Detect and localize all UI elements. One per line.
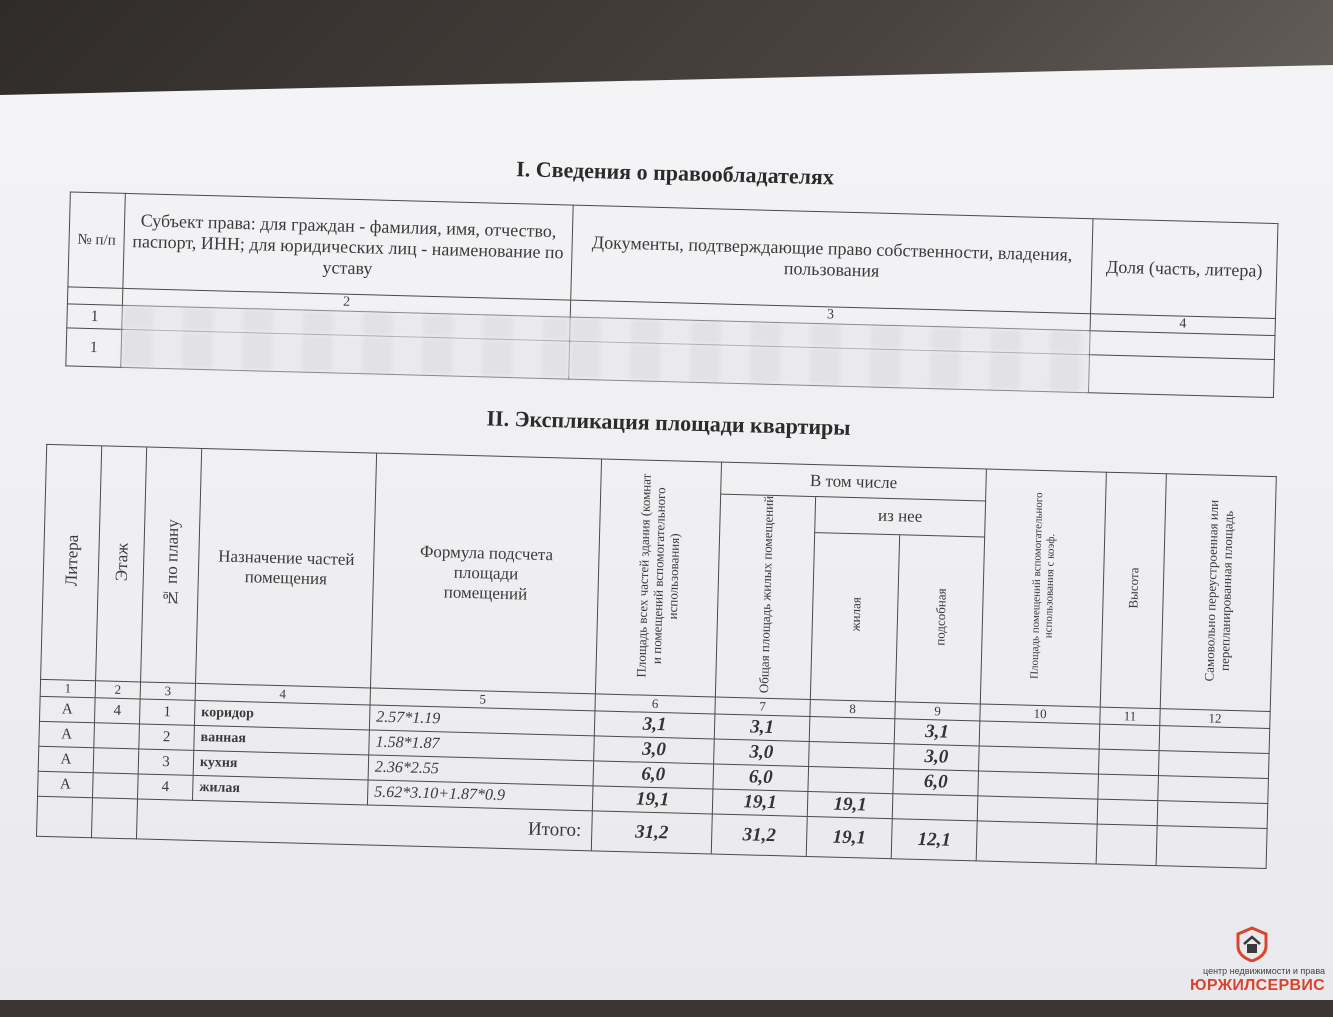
cell-empty [1157, 801, 1268, 829]
total-aux: 12,1 [891, 819, 977, 861]
cell-living [809, 717, 895, 744]
col-number [67, 287, 122, 305]
cell-empty [979, 721, 1100, 749]
total-area: 31,2 [591, 811, 712, 854]
cell-empty [1098, 749, 1159, 776]
cell-name: кухня [193, 751, 369, 781]
cell-num: 2 [139, 724, 195, 750]
section2-title: II. Экспликация площади квартиры [486, 405, 851, 440]
header-share: Доля (часть, литера) [1091, 219, 1278, 319]
header-v-tom-chisle: В том числе [721, 462, 987, 501]
col-number: 3 [570, 300, 1090, 331]
cell-area: 3,0 [594, 736, 715, 764]
header-height: Высота [1100, 472, 1166, 709]
cell-name: жилая [192, 776, 368, 806]
cell-litera: А [39, 697, 95, 723]
company-logo [1165, 926, 1325, 996]
owners-table [65, 191, 1278, 398]
header-self-built: Самовольно переустроенная или перепланированная площадь [1160, 474, 1276, 712]
cell-aux [892, 794, 978, 821]
header-litera: Литера [41, 444, 102, 681]
header-num: № п/п [68, 192, 125, 288]
cell-aux: 3,1 [894, 719, 980, 746]
cell-formula: 2.57*1.19 [369, 705, 595, 736]
logo-tagline: центр недвижимости и права [1203, 966, 1325, 976]
cell-litera: А [38, 772, 94, 798]
explication-table [36, 444, 1277, 869]
header-iz-nee: из нее [815, 497, 986, 537]
cell-num: 1 [139, 699, 195, 725]
total-living: 19,1 [806, 817, 892, 859]
header-area-all: Площадь всех частей здания (комнат и помещений вспомогательного использования) [595, 459, 721, 697]
header-formula: Формула подсчета площади помещений [370, 453, 601, 694]
cell-formula: 5.62*3.10+1.87*0.9 [367, 780, 593, 811]
col-number: 7 [715, 697, 810, 716]
col-number: 5 [370, 688, 595, 711]
cell-empty [91, 798, 137, 839]
header-subject: Субъект права: для граждан - фамилия, имя, отчество, паспорт, ИНН; для юридических лиц - наименование по уставу [123, 193, 573, 300]
cell-litera: А [38, 747, 94, 773]
col-number: 6 [595, 694, 715, 714]
cell-empty [1158, 751, 1269, 779]
share-cell [1088, 355, 1274, 398]
cell-empty [979, 746, 1100, 774]
col-number: 2 [95, 681, 140, 699]
header-podsobnaya: подсобная [895, 534, 984, 704]
header-documents: Документы, подтверждающие право собственности, владения, пользования [571, 205, 1093, 314]
section1-title: I. Сведения о правообладателях [515, 156, 835, 190]
cell-etazh [94, 723, 140, 749]
cell-etazh [93, 773, 139, 799]
header-naznachenie: Назначение частей помещения [196, 448, 377, 688]
col-number: 10 [980, 704, 1100, 724]
cell-total: 19,1 [712, 789, 808, 816]
cell-aux: 3,0 [894, 744, 980, 771]
col-number: 1 [40, 680, 95, 698]
col-number: 4 [195, 684, 370, 706]
cell-empty [1097, 799, 1158, 826]
col-number: 12 [1160, 709, 1270, 729]
row-number: 1 [67, 304, 123, 329]
cell-living [809, 742, 895, 769]
cell-empty [1098, 774, 1159, 801]
cell-empty [978, 771, 1099, 799]
col-number: 3 [140, 682, 195, 700]
cell-area: 6,0 [593, 761, 714, 789]
header-aux: Площадь помещений вспомогательного использования с коэф. [980, 469, 1106, 707]
cell-num: 3 [138, 749, 194, 775]
col-number: 4 [1090, 314, 1275, 336]
cell-empty [1159, 726, 1270, 754]
cell-name: коридор [194, 701, 370, 731]
cell-total: 6,0 [713, 764, 809, 791]
cell-empty [976, 821, 1097, 864]
col-number: 9 [895, 702, 980, 721]
cell-total: 3,0 [714, 739, 810, 766]
col-number: 11 [1100, 707, 1160, 726]
house-shield-icon [1235, 926, 1269, 962]
total-label: Итого: [136, 799, 592, 851]
cell-living: 19,1 [807, 792, 893, 819]
cell-empty [1099, 724, 1160, 751]
cell-empty [36, 797, 92, 838]
header-total-living: Общая площадь жилых помещений [715, 494, 815, 700]
cell-living [808, 767, 894, 794]
cell-total: 3,1 [714, 714, 810, 741]
row-number: 1 [66, 328, 122, 367]
col-number: 8 [810, 700, 895, 719]
cell-aux: 6,0 [893, 769, 979, 796]
cell-empty [977, 796, 1098, 824]
cell-area: 19,1 [592, 786, 713, 814]
cell-empty [1156, 826, 1267, 869]
cell-area: 3,1 [594, 711, 715, 739]
total-total: 31,2 [711, 814, 807, 856]
cell-formula: 2.36*2.55 [368, 755, 594, 786]
header-etazh: Этаж [96, 446, 147, 682]
cell-num: 4 [137, 774, 193, 800]
header-po-planu: № по плану [141, 447, 202, 684]
cell-empty [1158, 776, 1269, 804]
header-zhilaya: жилая [810, 532, 899, 702]
cell-litera: А [39, 722, 95, 748]
cell-name: ванная [194, 726, 370, 756]
cell-formula: 1.58*1.87 [369, 730, 595, 761]
cell-empty [1096, 824, 1157, 866]
col-number: 2 [122, 288, 570, 317]
cell-etazh: 4 [94, 698, 140, 724]
cell-etazh [93, 748, 139, 774]
logo-name: ЮРЖИЛСЕРВИС [1190, 977, 1325, 994]
